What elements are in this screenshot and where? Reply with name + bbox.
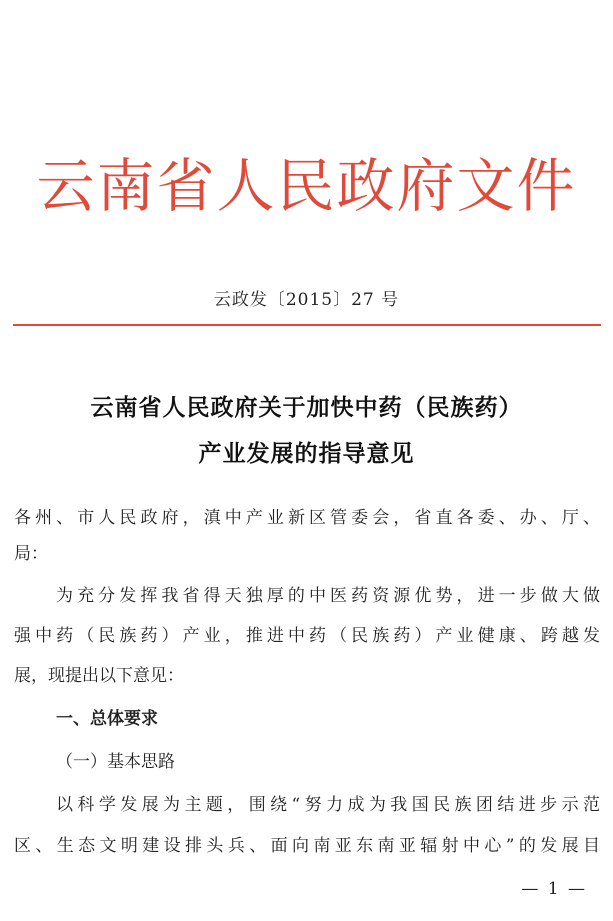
paragraph-line-2: 区、生态文明建设排头兵、面向南亚东南亚辐射中心”的发展目 — [14, 836, 600, 856]
red-divider-rule — [13, 324, 601, 326]
section-heading-overall-requirements: 一、总体要求 — [56, 709, 158, 729]
document-title-line-2: 产业发展的指导意见 — [198, 440, 415, 467]
subsection-heading-basic-approach: （一）基本思路 — [56, 752, 175, 772]
paragraph-line-1: 以科学发展为主题，围绕“努力成为我国民族团结进步示范 — [56, 795, 600, 815]
addressee-line-2: 局： — [14, 544, 48, 564]
page-number: — 1 — — [521, 879, 587, 899]
agency-header-title: 云南省人民政府文件 — [36, 152, 577, 220]
document-title-line-1: 云南省人民政府关于加快中药（民族药） — [90, 394, 523, 421]
document-number: 云政发〔2015〕27 号 — [213, 290, 400, 310]
intro-line-2: 强中药（民族药）产业，推进中药（民族药）产业健康、跨越发 — [14, 626, 600, 646]
addressee-line-1: 各州、市人民政府，滇中产业新区管委会，省直各委、办、厅、 — [14, 508, 600, 528]
intro-line-1: 为充分发挥我省得天独厚的中医药资源优势，进一步做大做 — [56, 586, 600, 606]
intro-line-3: 展，现提出以下意见： — [14, 666, 184, 686]
